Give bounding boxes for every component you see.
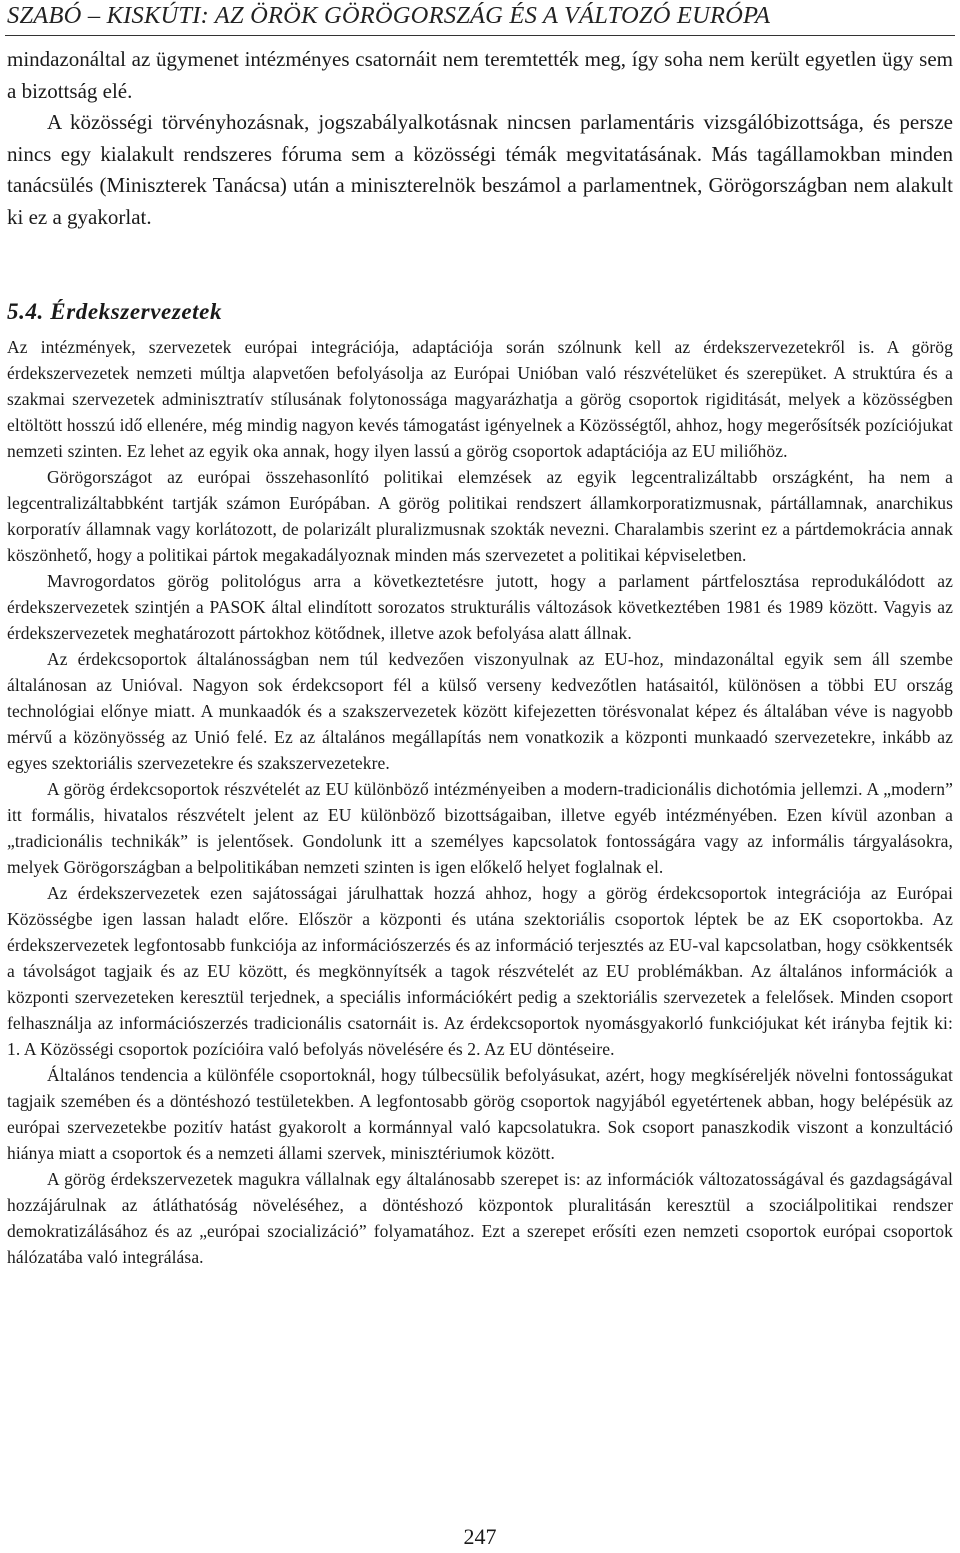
paragraph: Az érdekcsoportok általánosságban nem túl kedvezően viszonyulnak az EU-hoz, mindazonáltal egyik sem áll szembe általánosan az Unióval. Nagyon sok érdekcsoport fél a külső verseny kedvezőtlen hatásaitól, különösen a többi EU ország technológiai előnye miatt. A munkaadók és a szakszervezetek között kifejezetten törésvonalat képez és általában véve is nagyobb mérvű a közönyösség az Unió felé. Ez az általános megállapítás nem vonatkozik a központi munkaadó szervezetekre, inkább az egyes szektoriális szervezetekre és szakszervezetekre. [7,649,953,773]
running-header: SZABÓ – KISKÚTI: AZ ÖRÖK GÖRÖGORSZÁG ÉS A VÁLTOZÓ EURÓPA [7,2,771,29]
paragraph: Az érdekszervezetek ezen sajátosságai járulhattak hozzá ahhoz, hogy a görög érdekcsoportok integrációja az Európai Közösségbe igen lassan haladt előre. Először a központi és utána szektoriális csoportok léptek be az EK csoportokba. Az érdekszervezetek legfontosabb funkciója az információszerzés és az információ terjesztés az EU-val kapcsolatban, hogy csökkentsék a távolságot tagjaik és az EU között, és megkönnyítsék a tagok részvételét az EU problémákban. Az általános információk a központi szervezeteken keresztül terjednek, a speciális információkért pedig a szektoriális szervezetek a felelősek. Minden csoport felhasználja az információszerzés tradicionális csatornáit is. Az érdekcsoportok nyomásgyakorló funkciójukat két irányba fejtik ki: 1. A Közösségi csoportok pozícióira való befolyás növelésére és 2. Az EU döntéseire. [7,883,953,1059]
continued-text-block [7,44,953,233]
paragraph: A görög érdekszervezetek magukra vállalnak egy általánosabb szerepet is: az információk változatosságával és gazdagságával hozzájárulnak az átláthatóság növeléséhez, a döntéshozó központok pluralitásán keresztül a szociálpolitikai rendszer demokratizálásához és az „európai szocializáció” folyamatához. Ezt a szerepet erősíti ezen nemzeti csoportok európai csoportok hálózatába való integrálása. [7,1169,953,1267]
paragraph: A közösségi törvényhozásnak, jogszabályalkotásnak nincsen parlamentáris vizsgálóbizottsága, és persze nincs egy kialakult rendszeres fóruma sem a közösségi témák megvitatásának. Más tagállamokban minden tanácsülés (Miniszterek Tanácsa) után a miniszterelnök beszámol a parlamentnek, Görögországban nem alakult ki ez a gyakorlat. [7,110,953,229]
section-body [7,334,953,1270]
header-divider [5,35,955,36]
paragraph: mindazonáltal az ügymenet intézményes csatornáit nem teremtették meg, így soha nem került egyetlen ügy sem a bizottság elé. [7,47,953,103]
paragraph: Görögországot az európai összehasonlító politikai elemzések az egyik legcentralizáltabb országként, ha nem a legcentralizáltabbként tartják számon Európában. A görög politikai rendszert államkorporatizmusnak, pártállamnak, anarchikus korporatív államnak vagy korlátozott, de polarizált pluralizmusnak szokták nevezni. Charalambis szerint ez a pártdemokrácia annak köszönhető, hogy a politikai pártok megakadályoznak minden más szervezetet a politikai képviseletben. [7,467,953,565]
paragraph: Mavrogordatos görög politológus arra a következtetésre jutott, hogy a parlament pártfelosztása reprodukálódott az érdekszervezetek szintjén a PASOK által elindított sorozatos strukturális változások következtében 1981 és 1989 között. Vagyis az érdekszervezetek meghatározott pártokhoz kötődnek, illetve azok befolyása alatt állnak. [7,571,953,643]
page-number: 247 [463,1524,497,1549]
paragraph: Az intézmények, szervezetek európai integrációja, adaptációja során szólnunk kell az érdekszervezetekről is. A görög érdekszervezetek nemzeti múltja alapvetően befolyásolja az Európai Unióban való részvételüket és szerepüket. A struktúra és a szakmai szervezetek adminisztratív stílusának folytonossága magyarázhatja a görög csoportok rigiditását, melyek a közösségben eltöltött hosszú idő ellenére, még mindig nagyon kevés támogatást igényelnek a Közösségtől, ahhoz, hogy megerősítsék pozíciójukat nemzeti szinten. Ez lehet az egyik oka annak, hogy ilyen lassú a görög csoportok adaptációja az EU miliőhöz. [7,337,953,461]
section-heading: 5.4. Érdekszervezetek [7,299,223,324]
paragraph: A görög érdekcsoportok részvételét az EU különböző intézményeiben a modern-tradicionális dichotómia jellemzi. A „modern” itt formális, hivatalos részvételt jelent az EU különböző bizottságaiban, illetve egyéb intézményében. Ezen kívül azonban a „tradicionális technikák” is jelentősek. Gondolunk itt a személyes kapcsolatok fontosságára vagy az informális tárgyalásokra, melyek Görögországban a belpolitikában nemzeti szinten is igen előkelő helyet foglalnak el. [7,779,953,877]
paragraph: Általános tendencia a különféle csoportoknál, hogy túlbecsülik befolyásukat, azért, hogy megkíséreljék növelni fontosságukat tagjaik szemében és a döntéshozó testületekben. A legfontosabb görög csoportok nagyjából egyetértenek abban, hogy belépésük az európai szervezetekbe pozitív hatást gyakorolt a kormánnyal való kapcsolatukra. Sok csoport panaszkodik viszont a konzultáció hiánya miatt a csoportok és a nemzeti állami szervek, minisztériumok között. [7,1065,953,1163]
